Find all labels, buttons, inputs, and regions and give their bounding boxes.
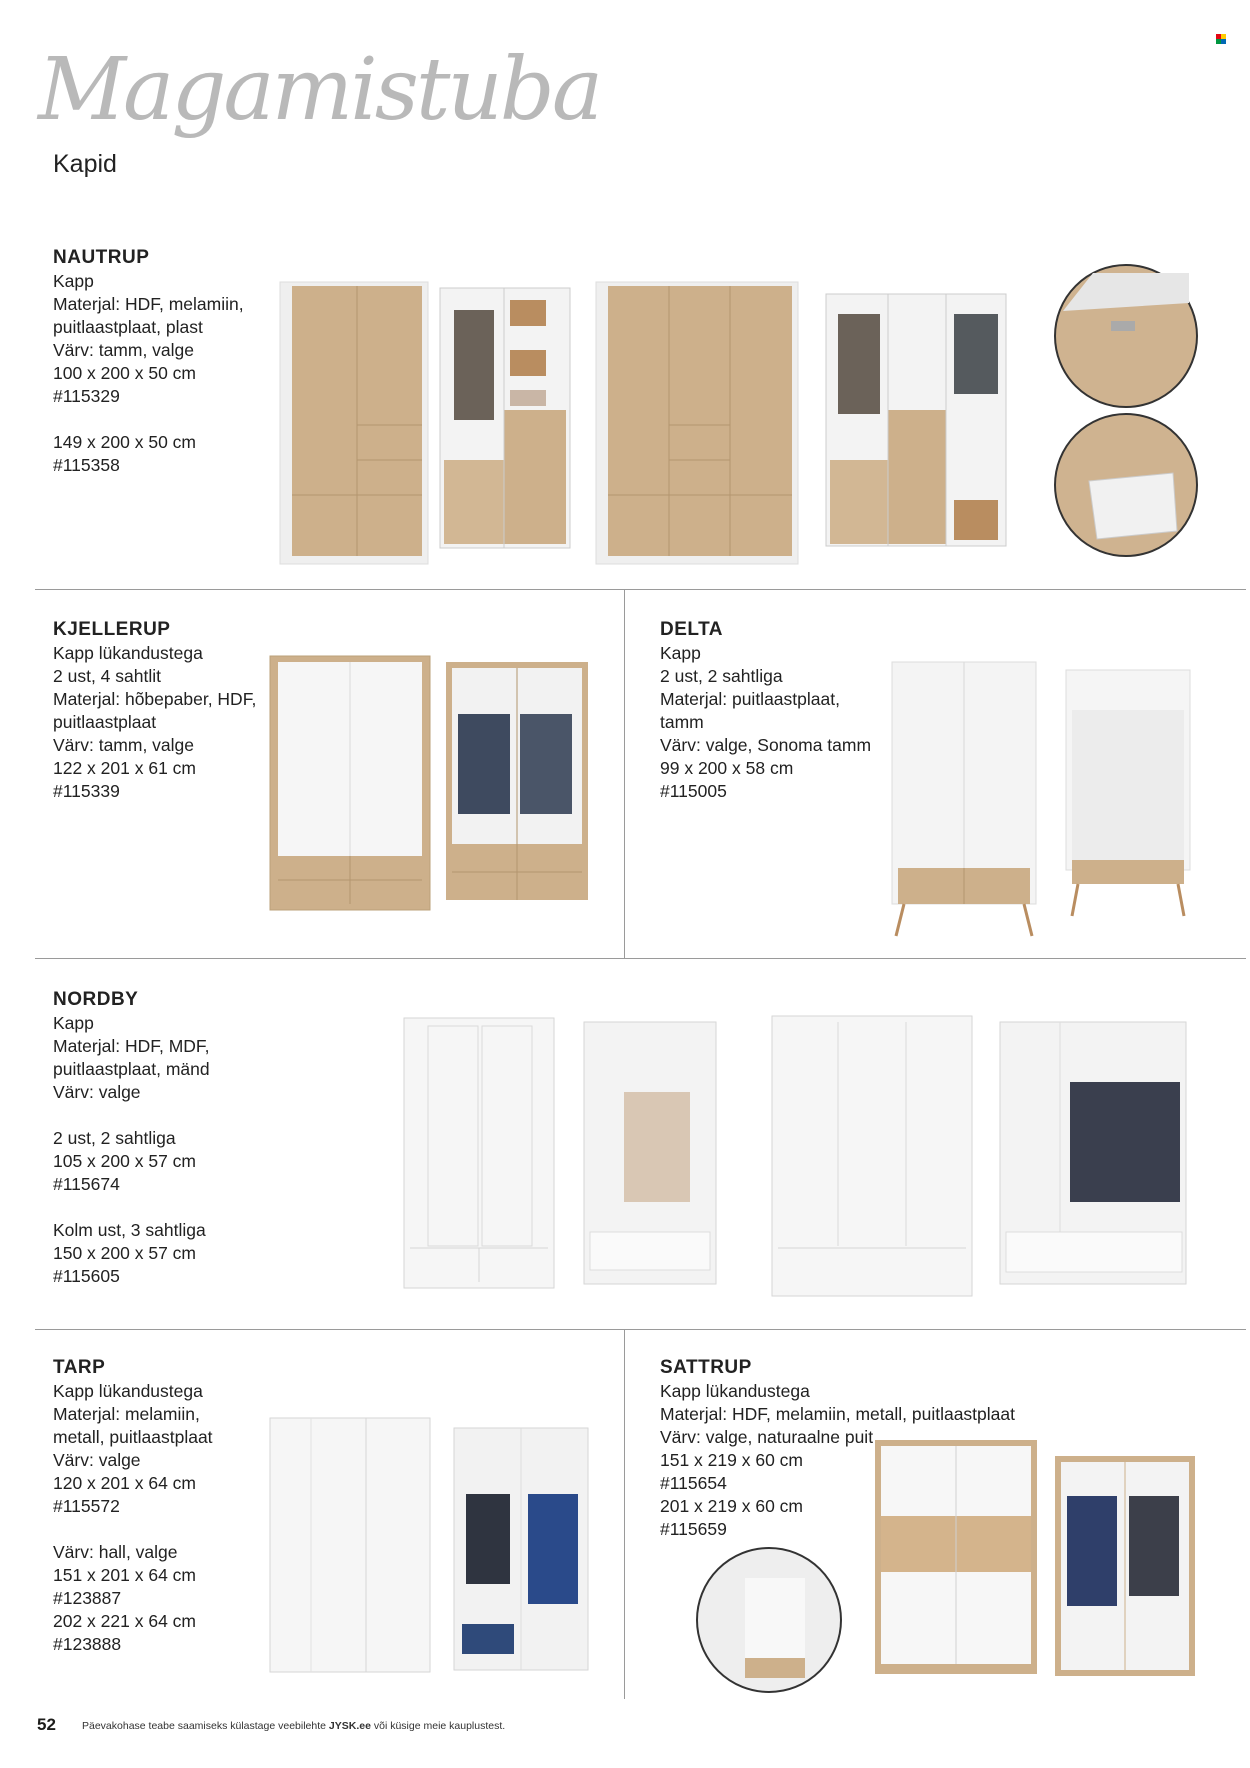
divider [35,958,1246,959]
divider [35,589,1246,590]
product-name: NAUTRUP [53,247,150,268]
product-line: tamm [660,712,704,732]
product-line: Kapp [53,1013,94,1033]
product-nautrup [53,246,244,477]
nautrup-wardrobe-3door-image [596,282,798,564]
nordby-3door-open-image [1000,1022,1186,1284]
nautrup-wardrobe-2door-image [280,282,428,564]
tarp-wardrobe-open-image [454,1428,588,1670]
section-title: Magamistuba [38,40,601,140]
delta-images [890,660,1200,940]
product-name: TARP [53,1357,106,1378]
product-line: Materjal: hõbepaber, HDF, [53,689,257,709]
product-name: DELTA [660,619,724,640]
product-line: 151 x 201 x 64 cm [53,1565,196,1585]
product-line: #115358 [53,455,120,475]
product-line: Värv: hall, valge [53,1542,178,1562]
product-line: 2 ust, 2 sahtliga [660,666,783,686]
product-line: Kolm ust, 3 sahtliga [53,1220,206,1240]
product-line: Kapp [660,643,701,663]
nordby-images [400,1012,1205,1312]
product-line: 2 ust, 2 sahtliga [53,1128,176,1148]
product-line: #115674 [53,1174,120,1194]
product-line: puitlaastplaat, plast [53,317,203,337]
footer-note [82,1720,505,1732]
footer-text-post: või küsige meie kauplustest. [370,1720,506,1732]
nordby-2door-closed-image [404,1018,554,1288]
nautrup-wardrobe-3door-open-image [826,294,1006,546]
delta-wardrobe-open-image [1066,670,1190,916]
product-line: #115605 [53,1266,120,1286]
sattrup-images [695,1436,1205,1706]
footer-text-pre: Päevakohase teabe saamiseks külastage veebilehte [82,1720,329,1732]
product-nordby [53,988,210,1288]
product-line: Värv: valge, Sonoma tamm [660,735,872,755]
product-line: 149 x 200 x 50 cm [53,432,196,452]
delta-wardrobe-closed-image [892,662,1036,936]
product-line: Kapp [53,271,94,291]
product-line: Värv: valge, naturaalne puit [660,1427,874,1447]
nordby-3door-closed-image [772,1016,972,1296]
product-line: Värv: tamm, valge [53,735,195,755]
product-line: #115005 [660,781,727,801]
kjellerup-wardrobe-open-image [446,662,588,900]
product-line: #115339 [53,781,120,801]
nautrup-wardrobe-open-image [440,288,570,548]
product-line: #115572 [53,1496,120,1516]
product-name: KJELLERUP [53,619,171,640]
product-name: SATTRUP [660,1357,752,1378]
product-line: Kapp lükandustega [53,643,203,663]
divider [624,589,625,958]
product-line: Materjal: HDF, melamiin, [53,294,244,314]
product-line: 202 x 221 x 64 cm [53,1611,196,1631]
product-line: puitlaastplaat [53,712,157,732]
sattrup-wardrobe-open-image [1055,1456,1195,1676]
product-line: metall, puitlaastplaat [53,1427,213,1447]
detail-handle-image [1055,265,1197,407]
product-line: Materjal: puitlaastplaat, [660,689,840,709]
product-line: #123888 [53,1634,122,1654]
product-line: 120 x 201 x 64 cm [53,1473,196,1493]
product-line: Värv: valge [53,1450,141,1470]
product-line: #115654 [660,1473,727,1493]
product-line: 201 x 219 x 60 cm [660,1496,803,1516]
product-line: 122 x 201 x 61 cm [53,758,196,778]
product-delta [660,618,871,803]
detail-drawer-image [1055,414,1197,556]
kjellerup-wardrobe-closed-image [270,656,430,910]
product-line: Värv: valge [53,1082,141,1102]
product-line: Kapp lükandustega [660,1381,810,1401]
kjellerup-images [268,654,594,914]
sattrup-detail-image [697,1548,841,1692]
page-number: 52 [37,1715,56,1734]
product-line: Materjal: melamiin, [53,1404,200,1424]
nautrup-detail-images [1053,263,1203,563]
footer-brand-link[interactable]: JYSK.ee [328,1720,371,1732]
product-line: 99 x 200 x 58 cm [660,758,794,778]
product-line: Kapp lükandustega [53,1381,203,1401]
product-tarp [53,1356,213,1656]
product-line: Materjal: HDF, melamiin, metall, puitlaastplaat [660,1404,1015,1424]
product-name: NORDBY [53,989,139,1010]
divider [35,1329,1246,1330]
section-subtitle: Kapid [53,150,117,178]
product-line: 105 x 200 x 57 cm [53,1151,196,1171]
product-line: #123887 [53,1588,122,1608]
nautrup-images [278,280,1013,570]
product-line: puitlaastplaat, mänd [53,1059,210,1079]
product-line: Materjal: HDF, MDF, [53,1036,210,1056]
product-line: 2 ust, 4 sahtlit [53,666,161,686]
product-line: 100 x 200 x 50 cm [53,363,196,383]
tarp-images [266,1414,596,1676]
product-kjellerup [53,618,256,803]
product-line: #115659 [660,1519,727,1539]
product-line: #115329 [53,386,120,406]
product-line: 150 x 200 x 57 cm [53,1243,196,1263]
nordby-2door-open-image [584,1022,716,1284]
product-line: 151 x 219 x 60 cm [660,1450,803,1470]
product-line: Värv: tamm, valge [53,340,195,360]
divider [624,1329,625,1699]
tarp-wardrobe-closed-image [270,1418,430,1672]
brand-flag-icon [1216,34,1226,44]
sattrup-wardrobe-closed-image [875,1440,1037,1674]
